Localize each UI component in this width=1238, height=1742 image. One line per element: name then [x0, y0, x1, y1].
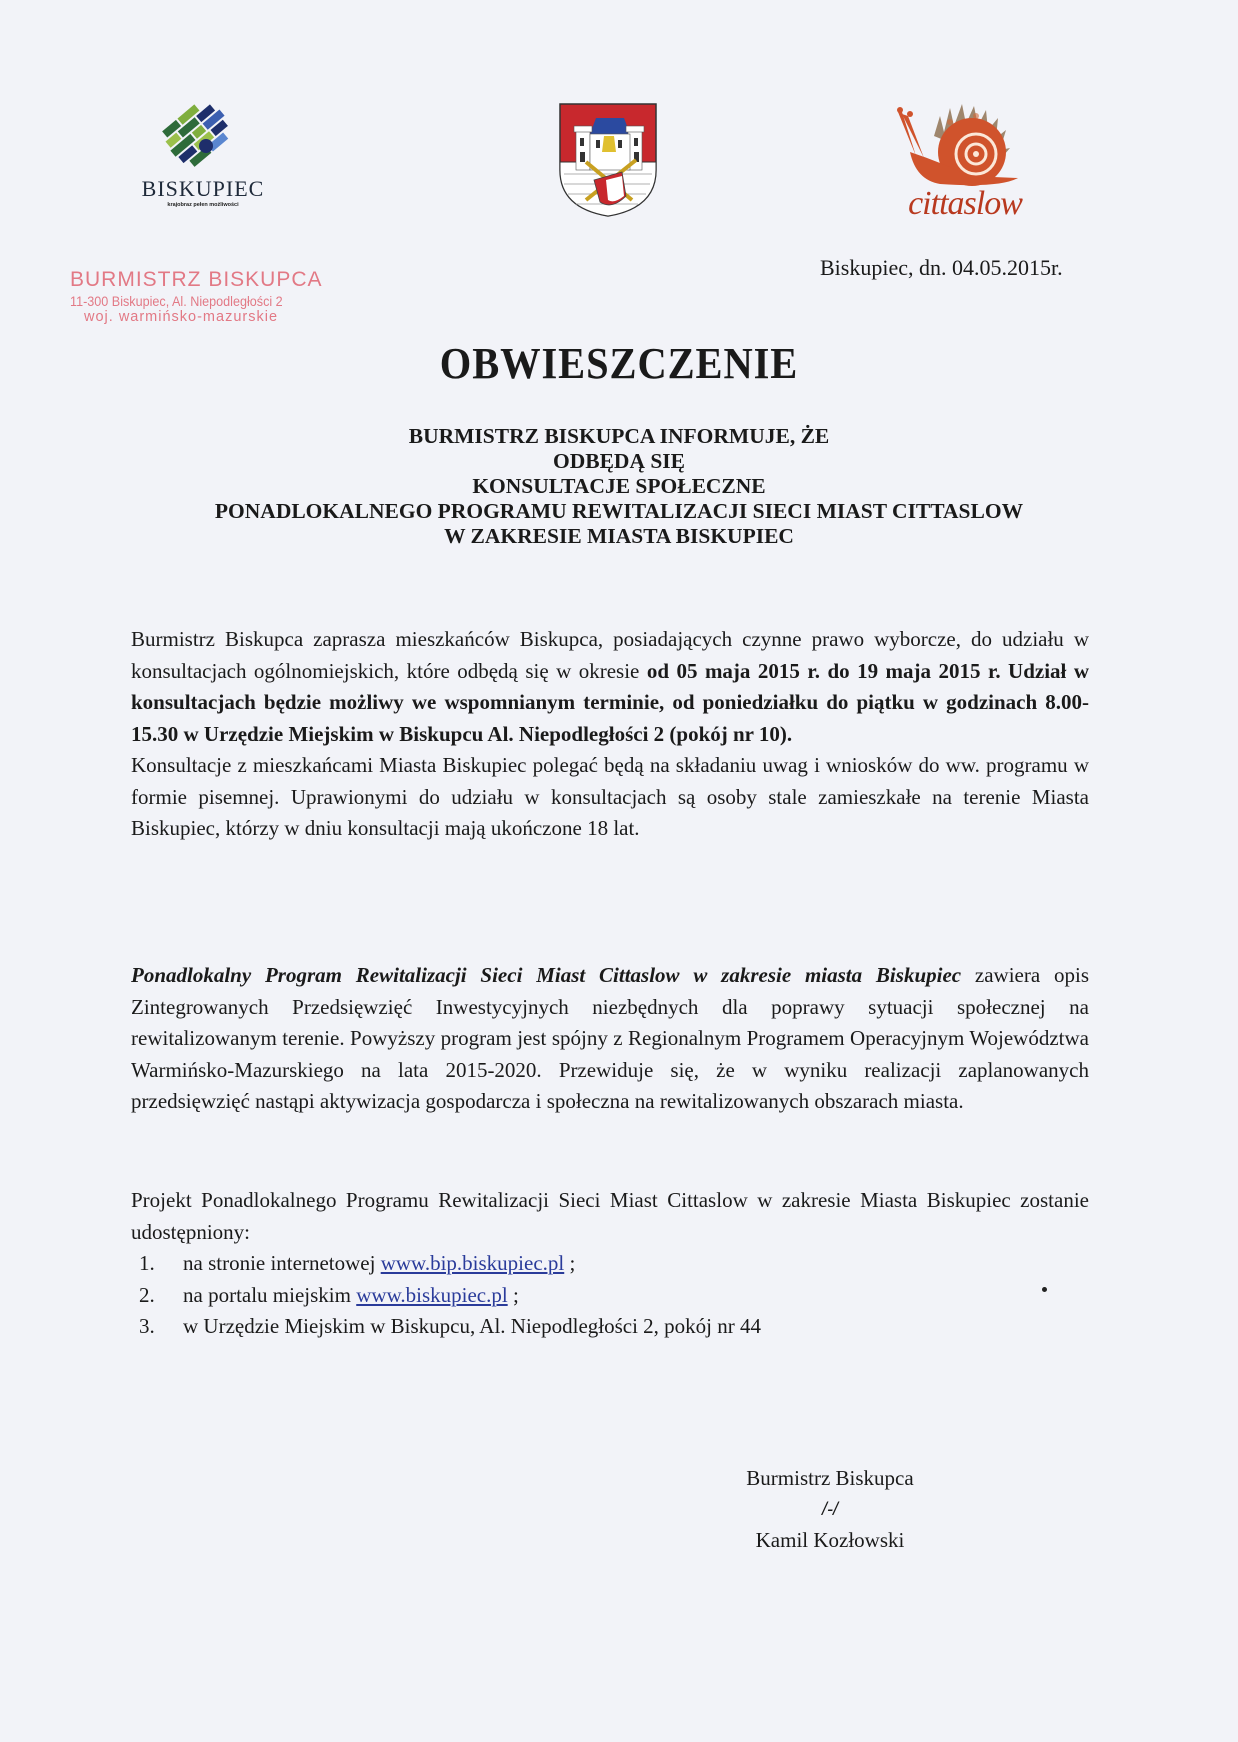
- cittaslow-wordmark: cittaslow: [908, 185, 1022, 222]
- document-date: Biskupiec, dn. 04.05.2015r.: [820, 255, 1063, 280]
- list-text-after: ;: [507, 1282, 519, 1307]
- heading-line: KONSULTACJE SPOŁECZNE: [472, 474, 766, 498]
- list-text: na portalu miejskim: [183, 1282, 357, 1307]
- list-item: [131, 1311, 1089, 1343]
- paragraph-text: Konsultacje z mieszkańcami Miasta Biskupiec polegać będą na składaniu uwag i wniosków do ww. programu w formie pisemnej. Uprawionymi do udziału w konsultacjach są osoby stale zamieszkałe na terenie Miasta Biskupiec, którzy w dniu konsultacji mają ukończone 18 lat.: [131, 753, 1089, 840]
- heading-line: PONADLOKALNEGO PROGRAMU REWITALIZACJI SIECI MIAST CITTASLOW: [214, 499, 1024, 523]
- biskupiec-wordmark: BISKUPIEC: [141, 176, 265, 201]
- biskupiec-logo: [128, 96, 278, 208]
- bip-link[interactable]: www.bip.biskupiec.pl: [380, 1251, 565, 1275]
- program-name: Ponadlokalny Program Rewitalizacji Sieci Miast Cittaslow w zakresie miasta Biskupiec: [131, 963, 962, 987]
- list-text: w Urzędzie Miejskim w Biskupcu, Al. Niepodległości 2, pokój nr 44: [183, 1314, 762, 1338]
- portal-link[interactable]: www.biskupiec.pl: [356, 1282, 508, 1307]
- list-text-after: ;: [564, 1251, 576, 1275]
- stamp-line-1: BURMISTRZ BISKUPCA: [70, 268, 323, 291]
- list-item: [131, 1248, 1089, 1280]
- biskupiec-tagline: krajobraz pełen możliwości: [167, 202, 239, 208]
- heading-line: BURMISTRZ BISKUPCA INFORMUJE, ŻE: [408, 424, 830, 448]
- list-number: 2.: [139, 1282, 155, 1307]
- availability-list: [131, 1248, 1089, 1343]
- stamp-line-2: 11-300 Biskupiec, Al. Niepodległości 2: [70, 293, 283, 309]
- paragraph-consultation-dates: [131, 624, 1089, 845]
- signature-mark: /-/: [822, 1499, 838, 1519]
- mayor-stamp: [70, 268, 323, 325]
- paragraph-bold-text: od 05 maja 2015 r. do 19 maja 2015 r. Udział w konsultacjach będzie możliwy we wspomnianym terminie, od poniedziałku do piątku w godzinach 8.00-15.30 w Urzędzie Miejskim w Biskupcu Al. Niepodległości 2 (pokój nr 10).: [131, 658, 1090, 746]
- heading-line: W ZAKRESIE MIASTA BISKUPIEC: [444, 524, 794, 548]
- scan-speck: [1042, 1287, 1047, 1292]
- signature-name: Kamil Kozłowski: [755, 1528, 905, 1552]
- list-number: 3.: [139, 1314, 155, 1338]
- announcement-heading: [0, 424, 1238, 549]
- snail-icon: [880, 96, 1050, 196]
- paragraph-text: Projekt Ponadlokalnego Programu Rewitalizacji Sieci Miast Cittaslow w zakresie Miasta Biskupiec zostanie udostępniony:: [131, 1188, 1089, 1244]
- signature-role: Burmistrz Biskupca: [746, 1466, 914, 1490]
- document-title: OBWIESZCZENIE: [439, 339, 799, 388]
- paragraph-text: Burmistrz Biskupca zaprasza mieszkańców Biskupca, posiadających czynne prawo wyborcze, do udziału w konsultacjach ogólnomiejskich, które odbędą się w okresie: [131, 627, 1089, 683]
- paragraph-program-description: [131, 960, 1089, 1118]
- paragraph-availability: [131, 1185, 1089, 1343]
- list-item: [131, 1280, 1089, 1312]
- biskupiec-emblem-icon: [160, 96, 246, 174]
- stamp-line-3: woj. warmińsko-mazurskie: [84, 309, 279, 325]
- list-number: 1.: [139, 1251, 155, 1275]
- paragraph-text: zawiera opis Zintegrowanych Przedsięwzięć Inwestycyjnych niezbędnych dla poprawy sytuacji społecznej na rewitalizowanym terenie. Powyższy program jest spójny z Regionalnym Programem Operacyjnym Województwa Warmińsko-Mazurskiego na lata 2015-2020. Przewiduje się, że w wyniku realizacji zaplanowanych przedsięwzięć nastąpi aktywizacja gospodarcza i społeczna na rewitalizowanych obszarach miasta.: [131, 963, 1089, 1113]
- coat-of-arms-icon: [556, 100, 660, 218]
- list-text: na stronie internetowej: [183, 1251, 381, 1275]
- signature-block: [720, 1463, 940, 1556]
- heading-line: ODBĘDĄ SIĘ: [552, 449, 686, 473]
